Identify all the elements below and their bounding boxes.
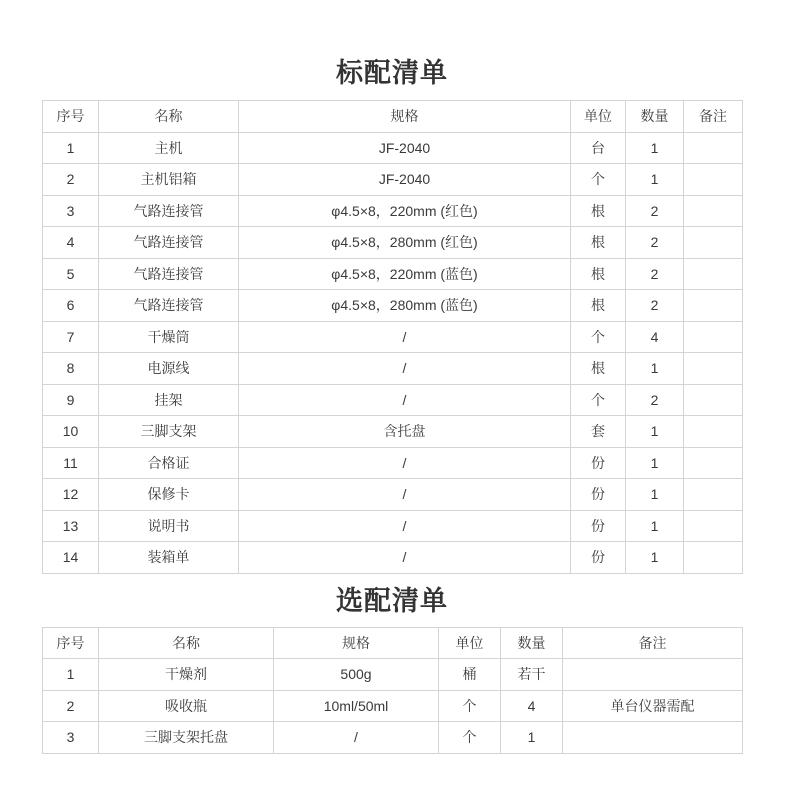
table-cell: 2	[626, 290, 684, 322]
column-header: 数量	[626, 101, 684, 133]
table-cell: 合格证	[99, 447, 239, 479]
table-cell	[684, 321, 743, 353]
table-row	[43, 542, 743, 574]
table-row	[43, 659, 743, 691]
table-cell: 三脚支架托盘	[99, 722, 274, 754]
table-cell: 台	[571, 132, 626, 164]
table-cell: 3	[43, 722, 99, 754]
table-cell: 13	[43, 510, 99, 542]
table-cell: 12	[43, 479, 99, 511]
table-cell: 7	[43, 321, 99, 353]
table-cell	[684, 447, 743, 479]
table-cell: φ4.5×8，280mm (蓝色)	[239, 290, 571, 322]
table-row	[43, 290, 743, 322]
table-cell: 2	[43, 164, 99, 196]
table-cell: 6	[43, 290, 99, 322]
table-row	[43, 132, 743, 164]
table-cell: 个	[571, 164, 626, 196]
table-cell: 保修卡	[99, 479, 239, 511]
column-header: 单位	[571, 101, 626, 133]
table-cell	[684, 195, 743, 227]
table-row	[43, 227, 743, 259]
column-header: 备注	[684, 101, 743, 133]
column-header: 备注	[563, 627, 743, 659]
standard-list-title: 标配清单	[336, 58, 448, 88]
table-cell: 气路连接管	[99, 195, 239, 227]
column-header: 序号	[43, 627, 99, 659]
table-cell: /	[239, 321, 571, 353]
table-cell: 三脚支架	[99, 416, 239, 448]
table-cell: /	[239, 510, 571, 542]
table-cell: /	[239, 542, 571, 574]
table-cell: 4	[43, 227, 99, 259]
table-cell: 套	[571, 416, 626, 448]
table-cell: 3	[43, 195, 99, 227]
table-cell: 1	[501, 722, 563, 754]
table-cell: 气路连接管	[99, 290, 239, 322]
table-cell: 含托盘	[239, 416, 571, 448]
table-cell: 主机	[99, 132, 239, 164]
table-row	[43, 722, 743, 754]
table-cell: 1	[626, 510, 684, 542]
column-header: 规格	[239, 101, 571, 133]
table-cell	[684, 227, 743, 259]
table-row	[43, 690, 743, 722]
table-cell: /	[239, 384, 571, 416]
table-cell: /	[274, 722, 439, 754]
table-cell: 1	[43, 132, 99, 164]
table-row	[43, 353, 743, 385]
table-cell: 10ml/50ml	[274, 690, 439, 722]
table-cell	[684, 353, 743, 385]
table-cell: 份	[571, 447, 626, 479]
table-cell: 1	[626, 353, 684, 385]
table-cell: /	[239, 353, 571, 385]
table-row	[43, 384, 743, 416]
table-cell: 干燥筒	[99, 321, 239, 353]
table-cell: 装箱单	[99, 542, 239, 574]
table-cell: 根	[571, 258, 626, 290]
table-cell: 10	[43, 416, 99, 448]
table-cell: 1	[626, 479, 684, 511]
table-cell: 根	[571, 290, 626, 322]
table-cell: 主机铝箱	[99, 164, 239, 196]
table-cell: 8	[43, 353, 99, 385]
table-row	[43, 416, 743, 448]
table-cell: 气路连接管	[99, 227, 239, 259]
table-cell: 个	[439, 690, 501, 722]
table-cell: 若干	[501, 659, 563, 691]
table-cell: 挂架	[99, 384, 239, 416]
table-cell: 1	[43, 659, 99, 691]
table-cell	[684, 542, 743, 574]
table-cell: 电源线	[99, 353, 239, 385]
table-row	[43, 479, 743, 511]
column-header: 数量	[501, 627, 563, 659]
table-cell: 个	[571, 321, 626, 353]
column-header: 名称	[99, 101, 239, 133]
table-cell: 干燥剂	[99, 659, 274, 691]
table-cell: 5	[43, 258, 99, 290]
table-cell	[684, 132, 743, 164]
column-header: 名称	[99, 627, 274, 659]
table-cell	[563, 659, 743, 691]
table-cell: 个	[571, 384, 626, 416]
standard-list-header-row	[43, 101, 743, 133]
table-cell: 吸收瓶	[99, 690, 274, 722]
table-cell: 1	[626, 132, 684, 164]
table-cell: 份	[571, 510, 626, 542]
table-cell	[684, 384, 743, 416]
table-cell	[684, 479, 743, 511]
table-row	[43, 321, 743, 353]
table-row	[43, 510, 743, 542]
table-cell: 9	[43, 384, 99, 416]
table-row	[43, 164, 743, 196]
optional-list-table	[42, 627, 743, 754]
table-cell	[684, 510, 743, 542]
optional-list-title: 选配清单	[336, 585, 448, 616]
table-cell: 500g	[274, 659, 439, 691]
table-cell: 根	[571, 353, 626, 385]
table-cell: /	[239, 447, 571, 479]
table-cell: 个	[439, 722, 501, 754]
table-row	[43, 195, 743, 227]
table-cell: 单台仪器需配	[563, 690, 743, 722]
table-cell: 根	[571, 227, 626, 259]
table-cell: 2	[626, 227, 684, 259]
table-row	[43, 258, 743, 290]
column-header: 规格	[274, 627, 439, 659]
table-cell: 份	[571, 542, 626, 574]
table-cell: 2	[626, 258, 684, 290]
table-cell: JF-2040	[239, 164, 571, 196]
table-cell: φ4.5×8，220mm (蓝色)	[239, 258, 571, 290]
table-cell: 1	[626, 542, 684, 574]
table-cell: 气路连接管	[99, 258, 239, 290]
table-cell: 11	[43, 447, 99, 479]
table-cell: 4	[501, 690, 563, 722]
column-header: 序号	[43, 101, 99, 133]
table-cell: 2	[43, 690, 99, 722]
table-cell: /	[239, 479, 571, 511]
table-cell: 2	[626, 384, 684, 416]
table-cell: 1	[626, 164, 684, 196]
document-body	[42, 0, 742, 754]
table-cell: 1	[626, 447, 684, 479]
table-cell: 说明书	[99, 510, 239, 542]
optional-list-header-row	[43, 627, 743, 659]
table-cell: 14	[43, 542, 99, 574]
table-cell	[684, 164, 743, 196]
table-cell: 2	[626, 195, 684, 227]
table-cell: 4	[626, 321, 684, 353]
table-cell	[684, 290, 743, 322]
table-cell: 份	[571, 479, 626, 511]
standard-list-table	[42, 100, 743, 574]
table-cell: JF-2040	[239, 132, 571, 164]
table-cell: φ4.5×8，220mm (红色)	[239, 195, 571, 227]
table-cell: 桶	[439, 659, 501, 691]
table-cell	[563, 722, 743, 754]
table-row	[43, 447, 743, 479]
table-cell: 根	[571, 195, 626, 227]
column-header: 单位	[439, 627, 501, 659]
table-cell	[684, 258, 743, 290]
table-cell: 1	[626, 416, 684, 448]
table-cell: φ4.5×8，280mm (红色)	[239, 227, 571, 259]
table-cell	[684, 416, 743, 448]
